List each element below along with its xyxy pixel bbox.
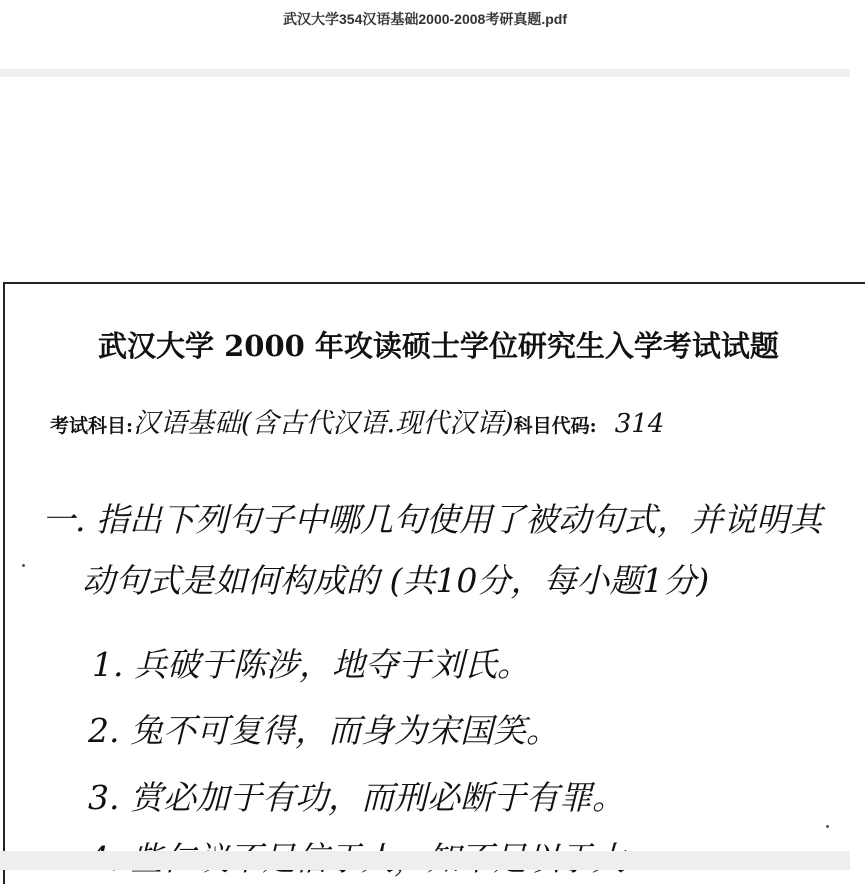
subject-label: 考试科目: bbox=[50, 415, 134, 437]
subject-line bbox=[50, 401, 664, 440]
question-1-line-1: 一. 指出下列句子中哪几句使用了被动句式，并说明其 bbox=[42, 500, 822, 539]
question-1-line-2: 动句式是如何构成的 (共10分，每小题1分) bbox=[82, 561, 710, 600]
code-value: 314 bbox=[614, 409, 665, 439]
pdf-page[interactable] bbox=[0, 77, 850, 851]
page-separator-top bbox=[0, 69, 850, 77]
viewer-titlebar bbox=[0, 0, 850, 68]
document-title: 武汉大学354汉语基础2000-2008考研真题.pdf bbox=[283, 11, 567, 27]
list-item: 1. 兵破于陈涉，地夺于刘氏。 bbox=[92, 645, 530, 684]
subject-value: 汉语基础(含古代汉语.现代汉语) bbox=[133, 408, 514, 439]
list-item: 3. 赏必加于有功，而刑必断于有罪。 bbox=[88, 778, 625, 817]
scan-speck bbox=[826, 825, 829, 828]
page-separator-bottom bbox=[0, 851, 850, 870]
exam-title: 武汉大学 2000 年攻读硕士学位研究生入学考试试题 bbox=[98, 329, 779, 363]
scan-speck bbox=[22, 564, 25, 567]
list-item: 2. 兔不可复得，而身为宋国笑。 bbox=[88, 711, 559, 750]
code-label: 科目代码: bbox=[513, 415, 597, 437]
